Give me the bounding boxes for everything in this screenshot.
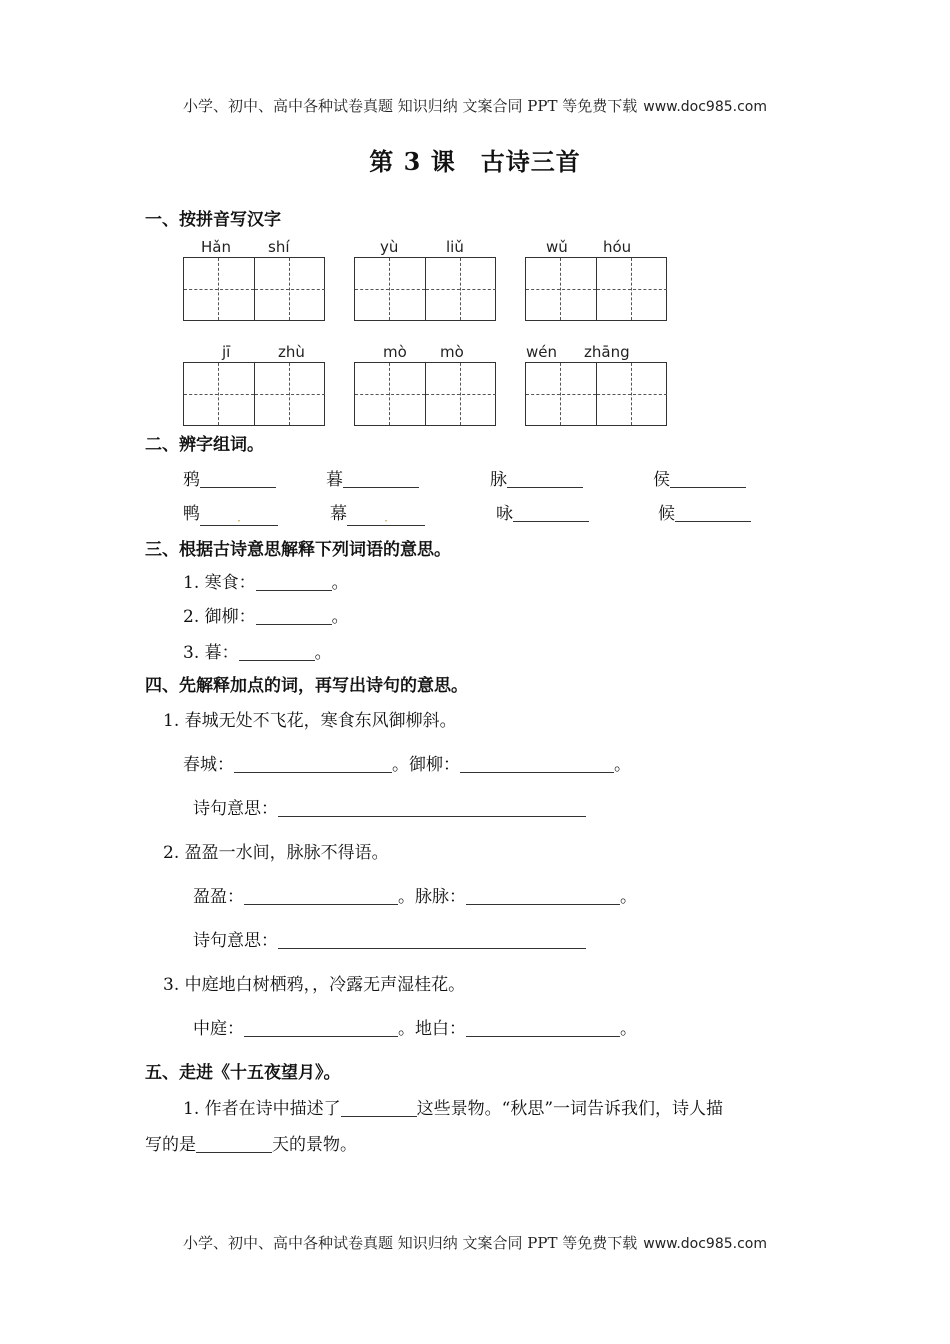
tianzi-grid[interactable]	[525, 257, 667, 321]
tianzi-grid[interactable]	[354, 257, 496, 321]
poem-line: 1. 春城无处不飞花，寒食东风御柳斜。	[163, 711, 457, 731]
pinyin: mò	[440, 343, 464, 361]
pinyin: mò	[383, 343, 407, 361]
page-header	[0, 95, 950, 116]
grid-cell[interactable]	[254, 258, 324, 320]
answer-blank[interactable]	[343, 469, 419, 488]
pinyin: yù	[380, 238, 399, 256]
pinyin: Hǎn	[201, 238, 231, 256]
punct: 。	[614, 755, 631, 775]
question-item	[183, 568, 349, 593]
grid-cell[interactable]	[526, 258, 596, 320]
pinyin: zhāng	[584, 343, 630, 361]
question-item	[183, 602, 349, 627]
grid-cell[interactable]	[184, 363, 254, 425]
section-2-heading: 二、辨字组词。	[145, 435, 264, 455]
char: 幕	[330, 504, 347, 524]
grid-cell[interactable]	[355, 363, 425, 425]
grid-cell[interactable]	[425, 363, 495, 425]
question-item	[193, 794, 586, 819]
pinyin: zhù	[278, 343, 305, 361]
question-item	[193, 882, 637, 907]
answer-blank[interactable]	[460, 754, 614, 773]
tianzi-grid[interactable]	[183, 362, 325, 426]
punct: 。	[314, 643, 332, 663]
question-label: 诗句意思：	[193, 799, 278, 819]
punct: 。	[620, 1019, 637, 1039]
answer-blank[interactable]	[278, 798, 586, 817]
char: 鸭	[183, 504, 200, 524]
answer-blank[interactable]	[278, 930, 586, 949]
page-footer	[0, 1232, 950, 1253]
poem-line: 3. 中庭地白树栖鸦，，冷露无声湿桂花。	[163, 975, 466, 995]
answer-blank[interactable]	[256, 606, 332, 625]
punct: 。	[331, 607, 349, 627]
answer-blank[interactable]	[200, 507, 278, 526]
question-label: 。脉脉：	[398, 887, 466, 907]
pinyin: wǔ	[546, 238, 568, 256]
grid-cell[interactable]	[254, 363, 324, 425]
question-label: 春城：	[183, 755, 234, 775]
char: 鸦	[183, 470, 200, 490]
question-item	[145, 1130, 357, 1155]
page-title: 第 3 课 古诗三首	[369, 147, 581, 176]
answer-blank[interactable]	[670, 469, 746, 488]
tianzi-grid[interactable]	[354, 362, 496, 426]
question-label: 。御柳：	[392, 755, 460, 775]
pinyin: shí	[268, 238, 290, 256]
punct: 。	[620, 887, 637, 907]
answer-blank[interactable]	[513, 503, 589, 522]
char: 暮	[326, 470, 343, 490]
word-item	[490, 465, 583, 490]
char: 侯	[653, 470, 670, 490]
question-item	[183, 750, 631, 775]
question-label: 1. 寒食：	[183, 573, 256, 593]
footer-text: 小学、初中、高中各种试卷真题 知识归纳 文案合同 PPT 等免费下载	[182, 1234, 638, 1252]
grid-cell[interactable]	[596, 258, 666, 320]
pinyin: hóu	[603, 238, 632, 256]
dot-mark: ·	[237, 514, 241, 528]
answer-blank[interactable]	[466, 1018, 620, 1037]
grid-cell[interactable]	[425, 258, 495, 320]
question-item	[183, 638, 332, 663]
tianzi-grid[interactable]	[525, 362, 667, 426]
grid-cell[interactable]	[355, 258, 425, 320]
question-label: 中庭：	[193, 1019, 244, 1039]
pinyin: wén	[526, 343, 558, 361]
question-text: 写的是	[145, 1135, 196, 1155]
grid-cell[interactable]	[184, 258, 254, 320]
section-5-heading: 五、走进《十五夜望月》。	[145, 1063, 341, 1083]
punct: 。	[331, 573, 349, 593]
answer-blank[interactable]	[196, 1134, 272, 1153]
header-text: 小学、初中、高中各种试卷真题 知识归纳 文案合同 PPT 等免费下载	[182, 97, 638, 115]
word-item	[653, 465, 746, 490]
word-item	[496, 499, 589, 524]
pinyin: liǔ	[446, 238, 464, 256]
answer-blank[interactable]	[200, 469, 276, 488]
answer-blank[interactable]	[244, 1018, 398, 1037]
word-item	[330, 499, 425, 526]
question-item	[183, 1094, 723, 1119]
footer-url: www.doc985.com	[643, 1236, 767, 1252]
question-label: 盈盈：	[193, 887, 244, 907]
poem-line: 2. 盈盈一水间，脉脉不得语。	[163, 843, 389, 863]
word-item	[658, 499, 751, 524]
section-1-heading: 一、按拼音写汉字	[145, 210, 281, 230]
question-text: 天的景物。	[272, 1135, 357, 1155]
question-label: 。地白：	[398, 1019, 466, 1039]
answer-blank[interactable]	[466, 886, 620, 905]
word-item	[183, 499, 278, 526]
word-item	[183, 465, 276, 490]
answer-blank[interactable]	[239, 642, 315, 661]
header-url: www.doc985.com	[643, 99, 767, 115]
question-label: 2. 御柳：	[183, 607, 256, 627]
grid-cell[interactable]	[526, 363, 596, 425]
tianzi-grid[interactable]	[183, 257, 325, 321]
pinyin: jī	[222, 343, 231, 361]
section-3-heading: 三、根据古诗意思解释下列词语的意思。	[145, 540, 451, 560]
answer-blank[interactable]	[234, 754, 392, 773]
grid-cell[interactable]	[596, 363, 666, 425]
question-text: 这些景物。“秋思”一词告诉我们，诗人描	[416, 1099, 724, 1119]
question-item	[193, 926, 586, 951]
question-label: 诗句意思：	[193, 931, 278, 951]
answer-blank[interactable]	[675, 503, 751, 522]
char: 咏	[496, 504, 513, 524]
char: 脉	[490, 470, 507, 490]
section-4-heading: 四、先解释加点的词，再写出诗句的意思。	[145, 676, 468, 696]
dot-mark: ·	[384, 514, 388, 528]
answer-blank[interactable]	[347, 507, 425, 526]
answer-blank[interactable]	[244, 886, 398, 905]
answer-blank[interactable]	[341, 1098, 417, 1117]
word-item	[326, 465, 419, 490]
char: 候	[658, 504, 675, 524]
answer-blank[interactable]	[507, 469, 583, 488]
question-item	[193, 1014, 637, 1039]
question-label: 3. 暮：	[183, 643, 239, 663]
answer-blank[interactable]	[256, 572, 332, 591]
question-text: 1. 作者在诗中描述了	[183, 1099, 341, 1119]
